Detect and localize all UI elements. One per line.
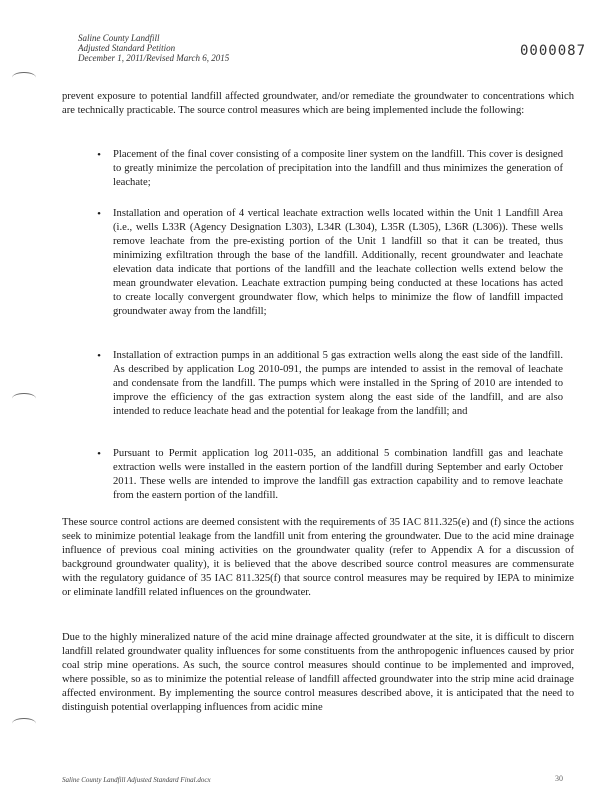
list-item bbox=[97, 207, 563, 319]
list-item bbox=[97, 349, 563, 419]
page-number: 30 bbox=[555, 774, 563, 783]
footer-filename: Saline County Landfill Adjusted Standard Final.docx bbox=[62, 776, 211, 784]
list-item-text: Installation of extraction pumps in an additional 5 gas extraction wells along the east side of the landfill. As described by application Log 2010-091, the pumps are intended to assist in the removal of leachate and condensate from the landfill. The pumps which were installed in the Spring of 2010 are intended to improve the efficiency of the gas extraction system along the east side of the landfill, and are also intended to reduce leachate head and the potential for leakage from the landfill; and bbox=[113, 350, 563, 417]
bullet-icon: • bbox=[97, 208, 101, 220]
mineralization-paragraph: Due to the highly mineralized nature of the acid mine drainage affected groundwater at the site, it is difficult to discern landfill related groundwater quality influences for some constituents from the anthropogenic influences caused by prior coal strip mine operations. As such, the source control measures should continue to be implemented and improved, where possible, so as to minimize the potential release of landfill affected groundwater into the strip mine acid drainage affected environment. By implementing the source control measures described above, it is anticipated that the need to distinguish potential overlapping influences from acidic mine bbox=[62, 632, 574, 713]
header-date: December 1, 2011/Revised March 6, 2015 bbox=[78, 53, 230, 63]
bates-number: 0000087 bbox=[520, 43, 587, 59]
punch-hole-mark bbox=[12, 72, 36, 83]
compliance-paragraph: These source control actions are deemed consistent with the requirements of 35 IAC 811.325(e) and (f) since the actions seek to minimize potential leakage from the landfill unit from entering the groundwater. Due to the acid mine drainage influence of previous coal mining activities on the groundwater quality (refer to Appendix A for a discussion of background groundwater quality), it is believed that the above described source control measures are commensurate with the regulatory guidance of 35 IAC 811.325(f) that source control measures may be required by IEPA to minimize or eliminate landfill related influences on the groundwater. bbox=[62, 517, 574, 598]
intro-paragraph: prevent exposure to potential landfill affected groundwater, and/or remediate the groundwater to concentrations which are technically practicable. The source control measures which are being implemented include the following: bbox=[62, 91, 574, 116]
bullet-icon: • bbox=[97, 448, 101, 460]
list-item-text: Installation and operation of 4 vertical leachate extraction wells located within the Unit 1 Landfill Area (i.e., wells L33R (Agency Designation L303), L34R (L304), L35R (L305), L36R (L306)). These wells remove leachate from the pre-existing portion of the Unit 1 landfill so that it can be treated, thus minimizing exfiltration through the base of the landfill. Additionally, recent groundwater and leachate elevation data indicate that portions of the landfill and the leachate collection wells extend below the mean groundwater elevation. Leachate extraction pumping being conducted at these locations has acted to create locally convergent groundwater flow, which helps to minimize the flow of landfill impacted groundwater away from the landfill; bbox=[113, 208, 563, 317]
bullet-icon: • bbox=[97, 350, 101, 362]
header-petition-title: Adjusted Standard Petition bbox=[78, 43, 176, 53]
list-item bbox=[97, 447, 563, 503]
punch-hole-mark bbox=[12, 393, 36, 404]
list-item-text: Pursuant to Permit application log 2011-035, an additional 5 combination landfill gas and leachate extraction wells were installed in the eastern portion of the landfill during September and early October 2011. These wells are intended to improve the landfill gas extraction capability and to remove leachate from the eastern portion of the landfill. bbox=[113, 448, 563, 501]
list-item bbox=[97, 148, 563, 190]
list-item-text: Placement of the final cover consisting of a composite liner system on the landfill. This cover is designed to greatly minimize the percolation of precipitation into the landfill and thus minimizes the generation of leachate; bbox=[113, 149, 563, 188]
bullet-icon: • bbox=[97, 149, 101, 161]
document-header bbox=[78, 33, 229, 63]
header-site-name: Saline County Landfill bbox=[78, 33, 160, 43]
punch-hole-mark bbox=[12, 718, 36, 729]
